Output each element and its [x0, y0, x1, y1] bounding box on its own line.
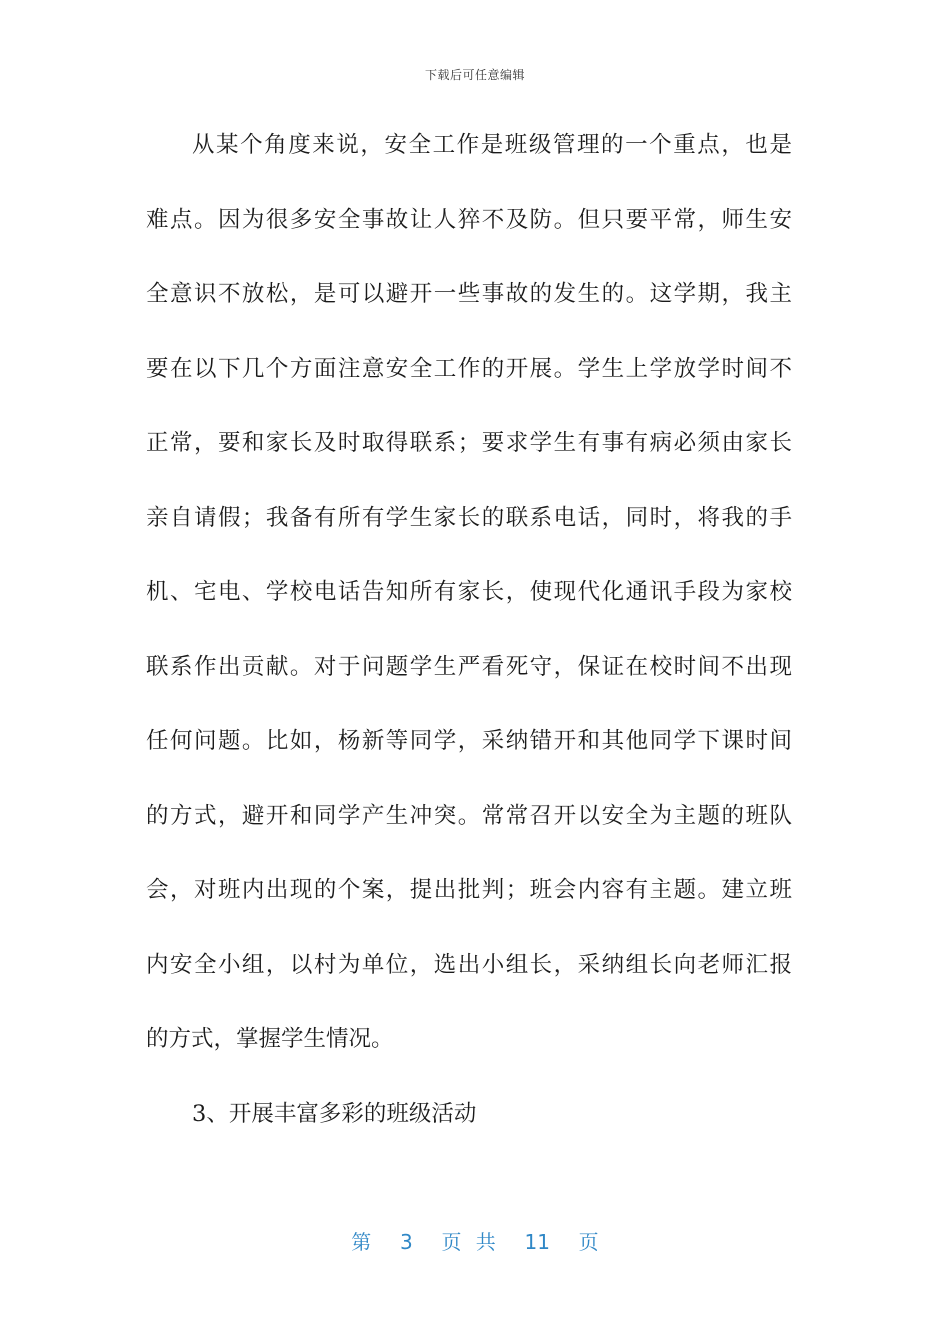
paragraph-line: 要在以下几个方面注意安全工作的开展。学生上学放学时间不	[146, 355, 792, 382]
download-note: 下载后可任意编辑	[424, 68, 525, 82]
paragraph-line-last: 的方式，掌握学生情况。	[146, 1026, 394, 1052]
document-body	[146, 120, 792, 1163]
paragraph-line: 内安全小组，以村为单位，选出小组长，采纳组长向老师汇报	[146, 951, 792, 978]
paragraph-line: 正常，要和家长及时取得联系；要求学生有事有病必须由家长	[146, 430, 792, 456]
paragraph-line: 的方式，避开和同学产生冲突。常常召开以安全为主题的班队	[146, 802, 792, 829]
page-number-label: 第 3 页 共 11 页	[351, 1230, 599, 1254]
paragraph-line: 联系作出贡献。对于问题学生严看死守，保证在校时间不出现	[146, 653, 792, 680]
paragraph-line: 全意识不放松，是可以避开一些事故的发生的。这学期，我主	[146, 281, 792, 307]
section-heading: 3、开展丰富多彩的班级活动	[192, 1100, 477, 1127]
paragraph-line: 机、宅电、学校电话告知所有家长，使现代化通讯手段为家校	[146, 579, 792, 605]
paragraph-line: 会，对班内出现的个案，提出批判；班会内容有主题。建立班	[146, 877, 792, 903]
paragraph-line: 亲自请假；我备有所有学生家长的联系电话，同时，将我的手	[146, 504, 792, 531]
paragraph-line: 任何问题。比如，杨新等同学，采纳错开和其他同学下课时间	[146, 728, 792, 754]
paragraph-line: 难点。因为很多安全事故让人猝不及防。但只要平常，师生安	[146, 206, 792, 233]
paragraph-line: 从某个角度来说，安全工作是班级管理的一个重点，也是	[192, 132, 792, 158]
page-number	[0, 1226, 950, 1255]
